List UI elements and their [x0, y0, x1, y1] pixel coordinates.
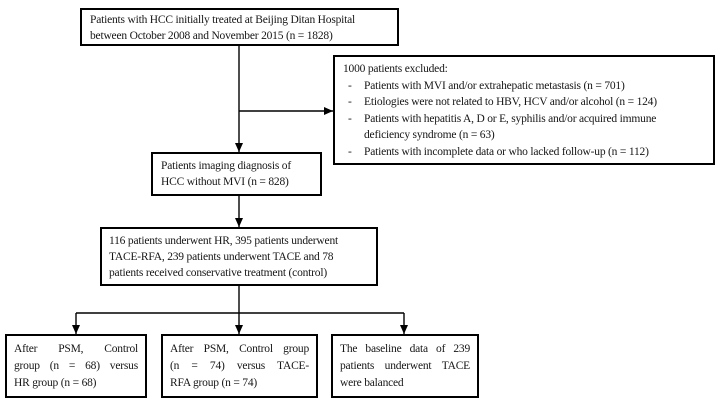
text-line: Patients with MVI and/or extrahepatic metastasis (n = 701) [364, 79, 625, 92]
text-line: deficiency syndrome (n = 63) [364, 129, 495, 141]
text-line: patients underwent TACE [340, 360, 470, 372]
node-psm-hr-group [5, 334, 147, 398]
bullet-dash: - [348, 96, 352, 108]
excluded-title: 1000 patients excluded: [343, 63, 448, 75]
node-tace-baseline [331, 334, 479, 398]
node-imaging-diagnosis [151, 152, 322, 196]
text-line: The baseline data of 239 [340, 343, 470, 355]
node-initial-patients [80, 8, 399, 46]
text-line: Patients with HCC initially treated at Beijing Ditan Hospital [90, 14, 356, 26]
text-line: were balanced [340, 377, 404, 389]
node-psm-tace-rfa-group [161, 334, 318, 398]
text-line: HCC without MVI (n = 828) [161, 176, 289, 188]
text-line: TACE-RFA, 239 patients underwent TACE and 78 [109, 251, 334, 263]
text-line: 116 patients underwent HR, 395 patients underwent [109, 235, 338, 247]
excluded-item [343, 94, 705, 111]
text-line: Patients with incomplete data or who lacked follow-up (n = 112) [364, 145, 649, 158]
text-line: between October 2008 and November 2015 (n = 1828) [90, 30, 333, 42]
text-line: After PSM, Control group [170, 343, 309, 355]
excluded-item [343, 78, 705, 95]
text-line: (n = 74) versus TACE- [170, 360, 309, 372]
text-line: HR group (n = 68) [14, 377, 97, 389]
text-line: Patients imaging diagnosis of [161, 160, 291, 172]
text-line: group (n = 68) versus [14, 360, 138, 372]
bullet-dash: - [348, 79, 352, 92]
text-line: Patients with hepatitis A, D or E, syphilis and/or acquired immune [364, 112, 657, 125]
bullet-dash: - [348, 145, 352, 158]
bullet-dash: - [348, 112, 352, 125]
text-line: After PSM, Control [14, 343, 138, 355]
text-line: Etiologies were not related to HBV, HCV and/or alcohol (n = 124) [364, 96, 657, 108]
text-line: RFA group (n = 74) [170, 377, 258, 389]
excluded-item [343, 144, 705, 161]
node-treatment-allocation [100, 227, 378, 286]
node-excluded-patients [333, 55, 715, 165]
excluded-item [343, 111, 705, 144]
text-line: patients received conservative treatment (control) [109, 267, 327, 279]
